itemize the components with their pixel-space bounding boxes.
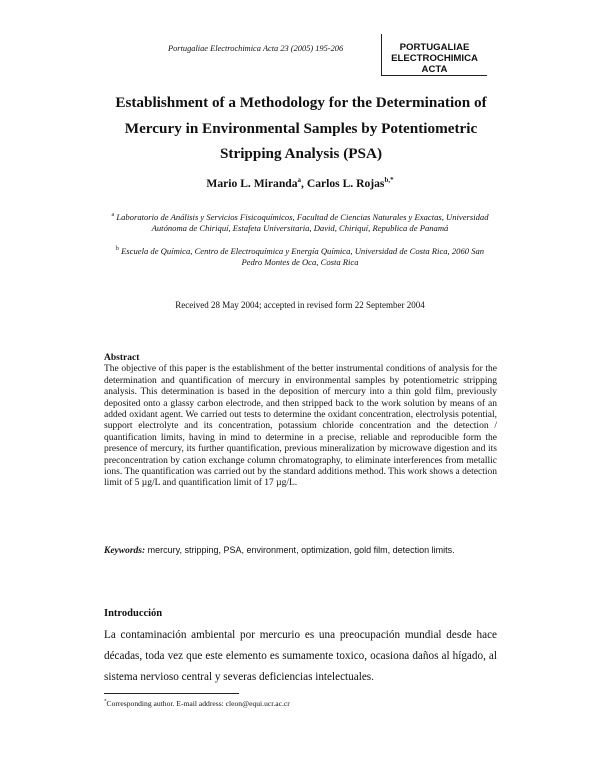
journal-name-line-3: ACTA (421, 64, 448, 75)
keywords-label: Keywords: (104, 546, 146, 556)
footnote-text: Corresponding author. E-mail address: cleon@equi.ucr.ac.cr (106, 699, 290, 708)
abstract-text: The objective of this paper is the establishment of the better instrumental conditions of analysis for the determination and quantification of mercury in environmental samples by potentiometric stripping analysis. This determination is based in the deposition of mercury into a thin gold film, previously deposited onto a glassy carbon electrode, and then stripped back to the work solution by means of an added oxidant agent. We carried out tests to determine the oxidant concentration, electrolysis potential, support electrolyte and its concentration, potassium chloride concentration and the detection / quantification limits, having in mind to determine in a precise, reliable and reproducible form the presence of mercury, its further quantification, previous mineralization by microwave digestion and its preconcentration by cation exchange column chromatography, to eliminate interferences from metallic ions. The quantification was carried out by the standard additions method. This work shows a detection limit of 5 µg/L and quantification limit of 17 µg/L. (104, 364, 497, 489)
keywords-section (104, 545, 497, 558)
journal-name-line-1: PORTUGALIAE (399, 42, 470, 53)
journal-citation: Portugaliae Electrochimica Acta 23 (2005) 195-206 (168, 44, 344, 53)
journal-name-box (381, 34, 487, 76)
affiliation-a (110, 210, 490, 235)
footnote-marker: * (104, 699, 107, 705)
keywords-text: mercury, stripping, PSA, environment, optimization, gold film, detection limits. (145, 545, 455, 555)
author-separator: , (301, 176, 307, 190)
author-name: Mario L. Miranda (206, 176, 298, 190)
author-affiliation-marker: b,* (384, 176, 394, 184)
footnote (104, 699, 290, 708)
title-line-3: Stripping Analysis (PSA) (219, 145, 383, 162)
journal-name-line-2: ELECTROCHIMICA (391, 53, 478, 64)
author-affiliation-marker: a (297, 176, 302, 184)
received-dates: Received 28 May 2004; accepted in revised form 22 September 2004 (175, 300, 425, 310)
affiliation-marker: b (115, 246, 119, 252)
title-line-2: Mercury in Environmental Samples by Potentiometric (124, 119, 478, 137)
affiliation-text: Escuela de Química, Centro de Electroquímica y Energía Química, Universidad de Costa Rica, 2060 San Pedro Montes de Oca, Costa Rica (121, 245, 485, 268)
author-name: Carlos L. Rojas (306, 176, 385, 190)
abstract-section (104, 353, 497, 490)
affiliation-b (110, 244, 490, 269)
affiliation-marker: a (111, 212, 115, 218)
abstract-heading: Abstract (104, 353, 140, 363)
affiliation-text: Laboratorio de Análisis y Servicios Fisicoquímicos, Facultad de Ciencias Naturales y Exactas, Universidad Autónoma de Chiriquí, Estafeta Universitaria, David, Chiriquí, Republica de Panamá (116, 211, 489, 234)
title-line-1: Establishment of a Methodology for the Determination of (115, 94, 487, 111)
introduction-text: La contaminación ambiental por mercurio es una preocupación mundial desde hace décadas, toda vez que este elemento es sumamente toxico, ocasiona daños al hígado, al sistema nervioso central y severas deficiencias intelectuales. (104, 629, 497, 684)
footnote-divider (104, 693, 239, 694)
section-heading-introduccion: Introducción (104, 608, 163, 619)
paper-title (104, 90, 498, 167)
author-list (0, 176, 600, 190)
